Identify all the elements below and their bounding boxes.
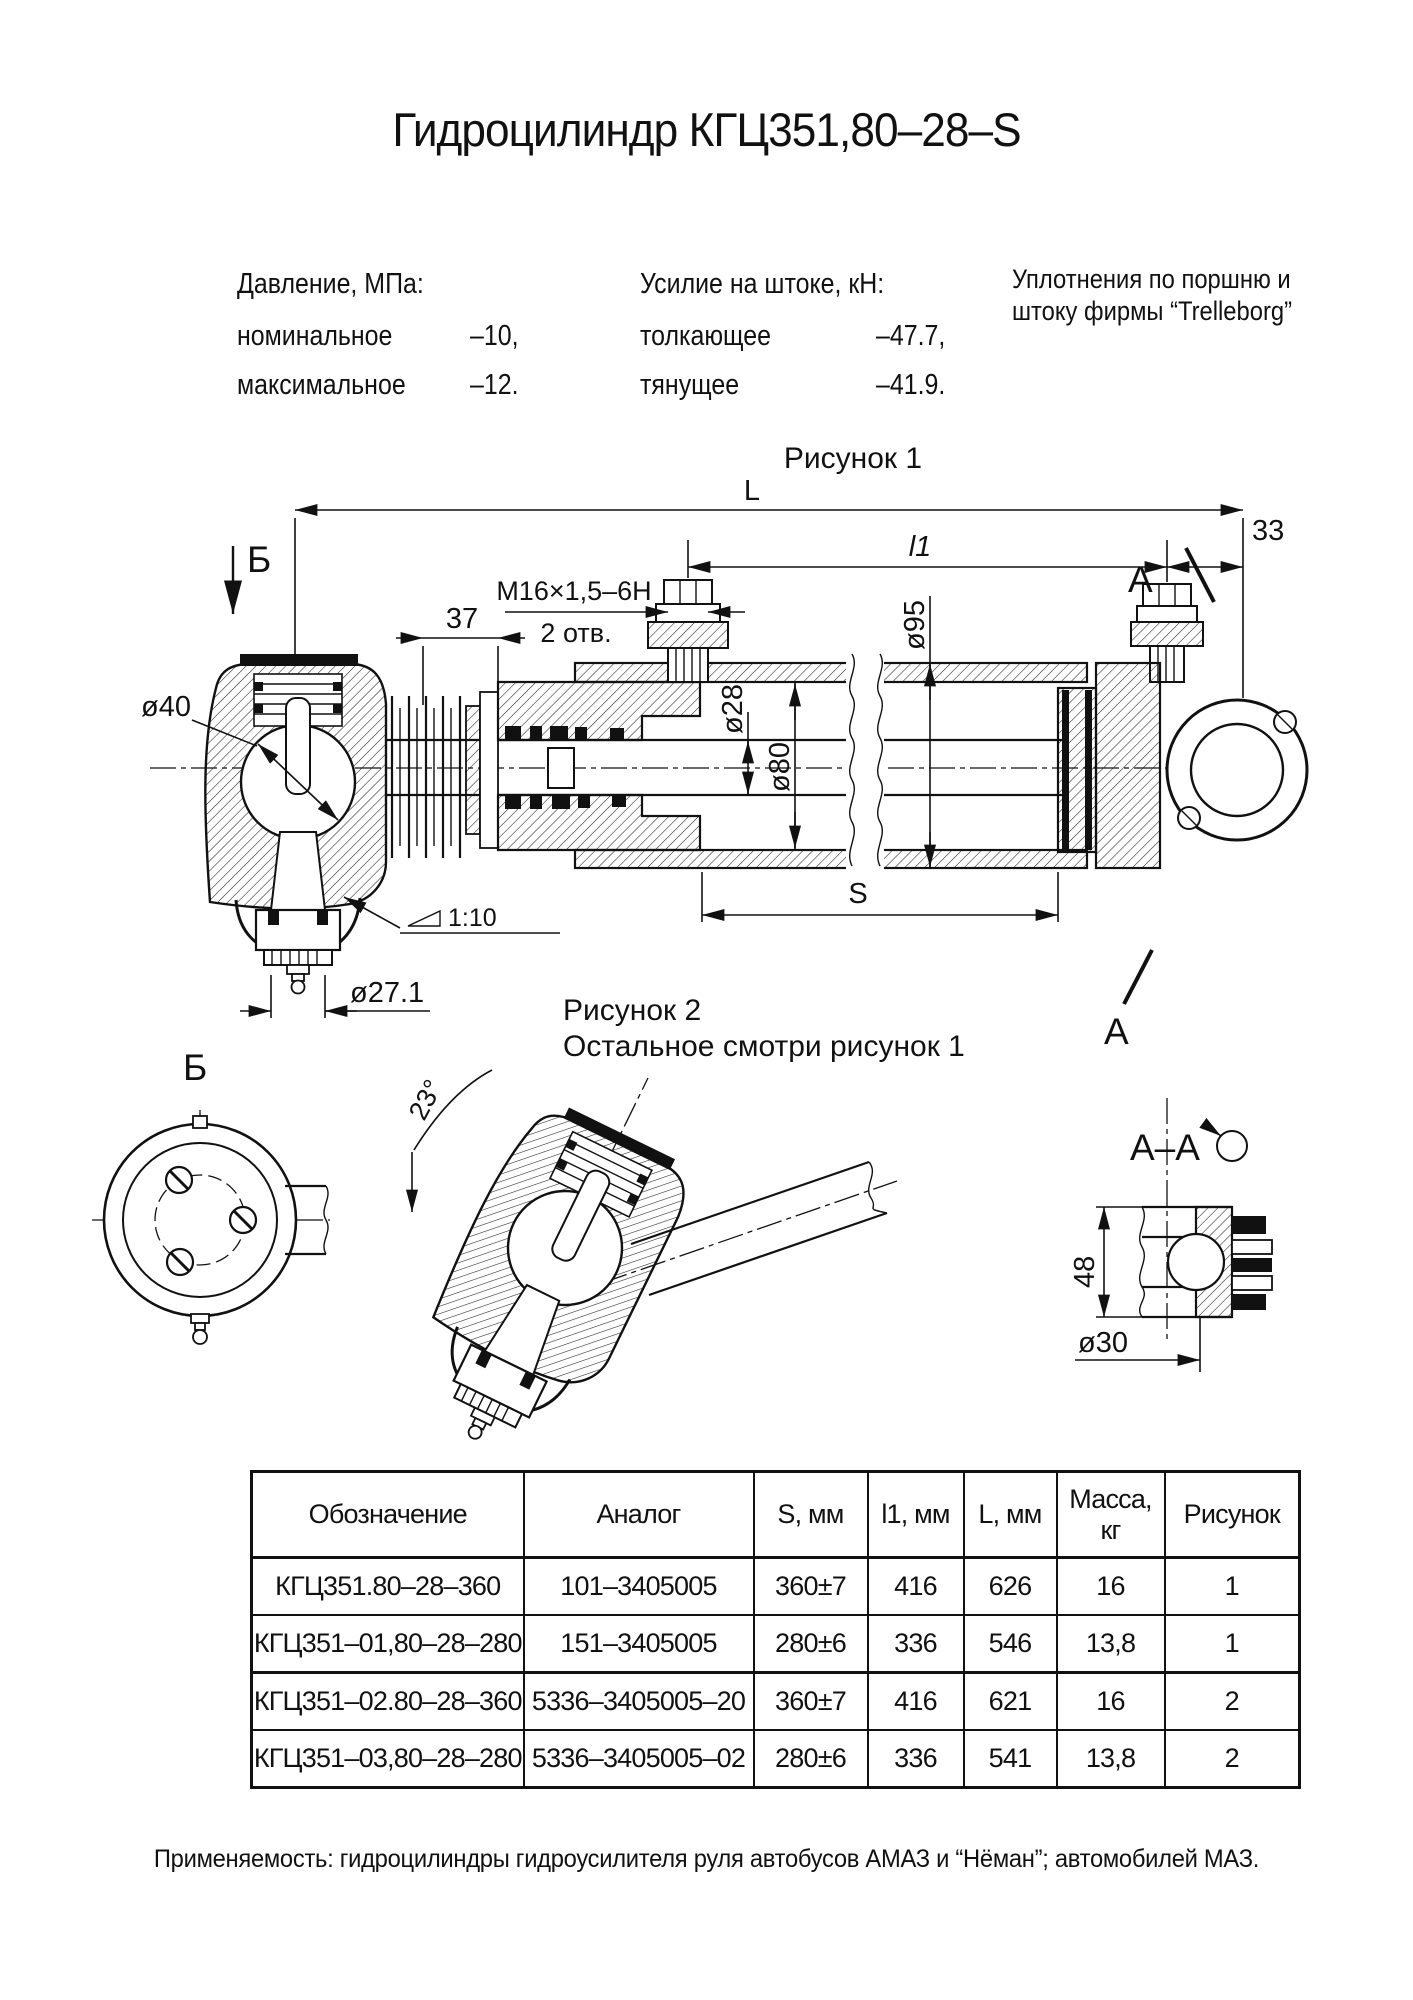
table-row	[252, 1730, 1300, 1788]
cell-s: 280±6	[754, 1615, 868, 1673]
figure1-caption: Рисунок 1	[783, 442, 923, 475]
dim-S: S	[848, 878, 868, 910]
dim-40: ø40	[141, 691, 191, 723]
force-row-value: –47.7,	[876, 320, 946, 352]
col-s: S, мм	[754, 1472, 868, 1558]
angle-label: 23°	[402, 1074, 449, 1125]
spec-table	[250, 1470, 1301, 1789]
view-b-arrow-label: Б	[247, 539, 272, 580]
flange-bolt	[166, 1167, 192, 1193]
force-header: Усилие на штоке, кН:	[640, 268, 885, 300]
dim-80: ø80	[764, 742, 796, 792]
force-row-label: толкающее	[640, 320, 772, 352]
cell-figure: 1	[1165, 1615, 1300, 1673]
taper-label: 1:10	[448, 904, 497, 932]
cell-s: 360±7	[754, 1673, 868, 1731]
cell-mass: 13,8	[1057, 1615, 1165, 1673]
thread-callout: М16×1,5–6Н	[496, 576, 652, 606]
cell-mass: 13,8	[1057, 1730, 1165, 1788]
cell-L: 541	[964, 1730, 1057, 1788]
flange-bolt	[167, 1249, 193, 1275]
figure2-drawing	[389, 994, 965, 1477]
dim-28: ø28	[717, 684, 749, 734]
cell-figure: 2	[1165, 1730, 1300, 1788]
section-a-label-bottom: А	[1104, 1011, 1129, 1052]
page-title: Гидроцилиндр КГЦ351,80–28–S	[392, 103, 1021, 156]
flange-bolt	[230, 1207, 256, 1233]
col-l1: l1, мм	[868, 1472, 964, 1558]
col-mass-line1: Масса,	[1069, 1483, 1152, 1514]
cell-l1: 336	[868, 1730, 964, 1788]
dim-L: L	[743, 475, 761, 507]
col-analog: Аналог	[524, 1472, 754, 1558]
dim-95: ø95	[899, 600, 931, 650]
col-figure: Рисунок	[1165, 1472, 1300, 1558]
eye-screw	[1274, 711, 1296, 733]
cell-L: 546	[964, 1615, 1057, 1673]
cell-L: 626	[964, 1558, 1057, 1616]
seals-note-line2: штоку фирмы “Trelleborg”	[1012, 296, 1293, 326]
pressure-header: Давление, МПа:	[237, 268, 424, 300]
force-row-label: тянущее	[640, 369, 740, 401]
eye-screw	[1178, 807, 1200, 829]
cell-analog: 151–3405005	[524, 1615, 754, 1673]
cell-analog: 5336–3405005–02	[524, 1730, 754, 1788]
cell-designation: КГЦ351.80–28–360	[252, 1558, 524, 1616]
cell-designation: КГЦ351–01,80–28–280	[252, 1615, 524, 1673]
pressure-row-label: номинальное	[237, 320, 393, 352]
thread-holes: 2 отв.	[540, 618, 612, 648]
cell-s: 280±6	[754, 1730, 868, 1788]
dim-33: 33	[1252, 515, 1285, 547]
cell-s: 360±7	[754, 1558, 868, 1616]
table-header-row	[252, 1472, 1300, 1558]
section-a-label-top: А	[1128, 559, 1153, 600]
cell-l1: 416	[868, 1558, 964, 1616]
col-designation: Обозначение	[252, 1472, 524, 1558]
rotated-section-icon	[1210, 1128, 1247, 1161]
dim-30: ø30	[1078, 1327, 1128, 1359]
cell-figure: 1	[1165, 1558, 1300, 1616]
section-aa-caption: А–А	[1130, 1127, 1200, 1168]
figure2-caption: Рисунок 2	[563, 994, 702, 1027]
dim-271: ø27.1	[350, 977, 425, 1009]
cell-L: 621	[964, 1673, 1057, 1731]
section-aa-drawing	[1069, 1098, 1272, 1372]
view-b-drawing	[92, 1047, 330, 1344]
col-mass	[1057, 1472, 1165, 1558]
seals-note-line1: Уплотнения по поршню и	[1012, 264, 1291, 294]
figure2-note: Остальное смотри рисунок 1	[563, 1030, 965, 1063]
cell-mass: 16	[1057, 1673, 1165, 1731]
table-row	[252, 1615, 1300, 1673]
cell-designation: КГЦ351–03,80–28–280	[252, 1730, 524, 1788]
cell-designation: КГЦ351–02.80–28–360	[252, 1673, 524, 1731]
dim-37: 37	[445, 603, 479, 635]
applicability-note: Применяемость: гидроцилиндры гидроусилителя руля автобусов АМАЗ и “Нёман”; автомобилей МАЗ.	[153, 1845, 1260, 1873]
pressure-row-value: –10,	[470, 320, 519, 352]
col-L: L, мм	[964, 1472, 1057, 1558]
cell-analog: 5336–3405005–20	[524, 1673, 754, 1731]
force-row-value: –41.9.	[876, 369, 946, 401]
table-row	[252, 1673, 1300, 1731]
cell-l1: 416	[868, 1673, 964, 1731]
figure1-drawing	[141, 442, 1307, 1052]
cell-mass: 16	[1057, 1558, 1165, 1616]
dim-l1: l1	[908, 531, 932, 563]
cell-l1: 336	[868, 1615, 964, 1673]
cell-analog: 101–3405005	[524, 1558, 754, 1616]
col-mass-line2: кг	[1100, 1514, 1121, 1545]
dim-48: 48	[1069, 1255, 1101, 1288]
cell-figure: 2	[1165, 1673, 1300, 1731]
pressure-row-label: максимальное	[237, 369, 406, 401]
pressure-row-value: –12.	[470, 369, 519, 401]
view-b-caption: Б	[183, 1047, 208, 1088]
table-row	[252, 1558, 1300, 1616]
